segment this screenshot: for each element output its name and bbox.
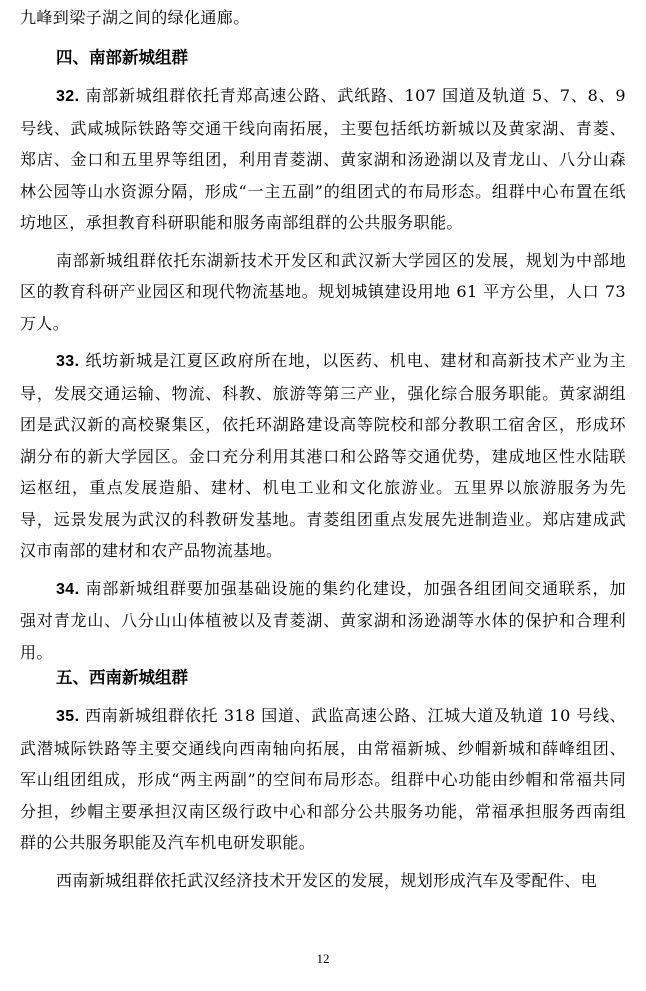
section-southwest-body [20,700,626,896]
clause-number-32: 32. [56,88,80,105]
section-south-body [20,80,626,668]
paragraph-34 [20,573,626,669]
clause-number-33: 33. [56,353,80,370]
section-heading-southwest: 五、西南新城组群 [56,668,188,687]
paragraph-35b: 西南新城组群依托武汉经济技术开发区的发展，规划形成汽车及零配件、电 [56,870,598,890]
paragraph-32 [20,80,626,239]
paragraph-34-text: 南部新城组群要加强基础设施的集约化建设，加强各组团间交通联系，加强对青龙山、八分山山体植被以及青菱湖、黄家湖和汤逊湖等水体的保护和合理利用。 [20,578,626,662]
paragraph-33 [20,345,626,567]
intro-line: 九峰到梁子湖之间的绿化通廊。 [20,8,250,27]
page-number: 12 [316,951,330,966]
paragraph-32b: 南部新城组群依托东湖新技术开发区和武汉新大学园区的发展，规划为中部地区的教育科研产业园区和现代物流基地。规划城镇建设用地 61 平方公里，人口 73 万人。 [20,250,626,333]
clause-number-34: 34. [56,580,80,598]
intro-paragraph [20,2,626,34]
paragraph-32-text: 南部新城组群依托青郑高速公路、武纸路、107 国道及轨道 5、7、8、9 号线、武咸城际铁路等交通干线向南拓展，主要包括纸坊新城以及黄家湖、青菱、郑店、金口和五里界等组团，利用青菱湖、黄家湖和汤逊湖以及青龙山、八分山森林公园等山水资源分隔，形成“一主五副”的组团式的布局形态。组群中心布置在纸坊地区，承担教育科研职能和服务南部组群的公共服务职能。 [20,86,626,232]
section-heading-south: 四、南部新城组群 [56,48,188,67]
paragraph-35 [20,700,626,859]
paragraph-35-text: 西南新城组群依托 318 国道、武监高速公路、江城大道及轨道 10 号线、武潜城际铁路等主要交通线向西南轴向拓展，由常福新城、纱帽新城和薛峰组团、军山组团组成，形成“两主两副”的空间布局形态。组群中心功能由纱帽和常福共同分担，纱帽主要承担汉南区级行政中心和部分公共服务功能，常福承担服务西南组群的公共服务职能及汽车机电研发职能。 [20,706,626,852]
clause-number-35: 35. [56,708,80,725]
paragraph-33-text: 纸坊新城是江夏区政府所在地，以医药、机电、建材和高新技术产业为主导，发展交通运输、物流、科教、旅游等第三产业，强化综合服务职能。黄家湖组团是武汉新的高校聚集区，依托环湖路建设高等院校和部分教职工宿舍区，形成环湖分布的新大学园区。金口充分利用其港口和公路等交通优势，建成地区性水陆联运枢纽，重点发展造船、建材、机电工业和文化旅游业。五里界以旅游服务为先导，远景发展为武汉的科教研发基地。青菱组团重点发展先进制造业。郑店建成武汉市南部的建材和农产品物流基地。 [20,351,626,560]
